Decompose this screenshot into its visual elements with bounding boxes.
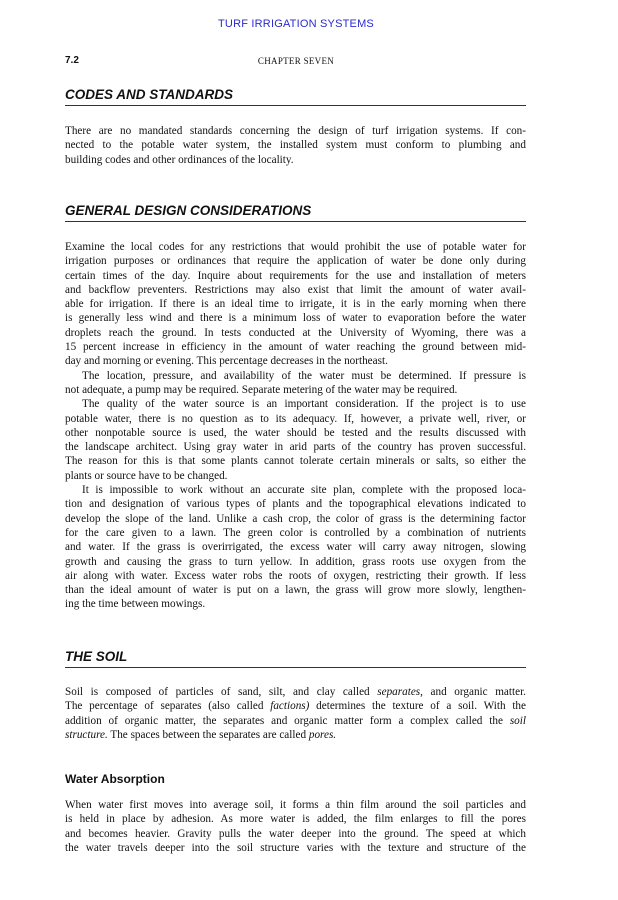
text-line: It is impossible to work without an accurate site plan, complete with the proposed loca- <box>82 484 526 497</box>
paragraph-soil <box>65 685 526 742</box>
text-line: growth and causing the grass to turn yellow. In addition, grass roots use oxygen from the <box>65 555 526 568</box>
section-heading-codes: CODES AND STANDARDS <box>65 87 526 106</box>
text-run: Soil is composed of particles of sand, silt, and clay called <box>65 686 378 698</box>
text-line: for the care given to a lawn. The green color is controlled by a combination of nutrients <box>65 526 526 539</box>
text-line: not adequate, a pump may be required. Separate metering of the water may be required. <box>65 383 458 396</box>
text-run: The spaces between the separates are called <box>107 728 309 741</box>
text-line: droplets reach the ground. In tests conducted at the University of Wyoming, there was a <box>65 326 526 339</box>
text-line <box>65 685 526 699</box>
text-line: nected to the potable water system, the installed system must conform to plumbing and <box>65 139 526 152</box>
text-run: The percentage of separates (also called <box>65 700 271 713</box>
text-line: the water travels deeper into the soil structure varies with the texture and structure of the <box>65 841 526 854</box>
text-line: There are no mandated standards concerning the design of turf irrigation systems. If con- <box>65 125 526 137</box>
italic-term: pores. <box>308 728 337 741</box>
paragraph-general <box>65 240 526 612</box>
page-number: 7.2 <box>65 55 79 66</box>
section-heading-general: GENERAL DESIGN CONSIDERATIONS <box>65 203 526 222</box>
text-line <box>65 714 526 728</box>
text-line <box>65 699 526 713</box>
text-line: Examine the local codes for any restrictions that would prohibit the use of potable water for <box>65 241 526 253</box>
italic-term: separates, <box>377 686 423 698</box>
text-run: addition of organic matter, the separates and organic matter form a complex called the <box>65 714 510 727</box>
text-line: and becomes heavier. Gravity pulls the water deeper into the ground. The speed at which <box>65 827 526 840</box>
text-line: develop the slope of the land. Unlike a cash crop, the color of grass is the determining factor <box>65 512 526 525</box>
text-line: The quality of the water source is an important consideration. If the project is to use <box>82 398 526 411</box>
text-line: irrigation purposes or ordinances that require the application of water be done only during <box>65 255 526 268</box>
text-line: is held in place by adhesion. As more water is added, the film enlarges to fill the pores <box>65 813 526 826</box>
text-line: and backflow preventers. Restrictions may also exist that limit the amount of water avail- <box>65 283 526 296</box>
text-run: and organic matter. <box>422 686 526 698</box>
text-line: 15 percent increase in efficiency in the amount of water reaching the ground between mid- <box>65 341 526 354</box>
italic-term: structure. <box>65 728 108 741</box>
text-line: able for irrigation. If there is an ideal time to irrigate, it is in the early morning when there <box>65 298 526 311</box>
text-line: tion and designation of various types of plants and the topographical elevations indicated to <box>65 498 526 511</box>
text-line: The reason for this is that some plants cannot tolerate certain minerals or salts, so either the <box>65 455 526 468</box>
text-line: and water. If the grass is overirrigated, the excess water will carry away nitrogen, slowing <box>65 541 526 554</box>
text-line: day and morning or evening. This percentage decreases in the northeast. <box>65 355 388 368</box>
text-line: plants or source have to be changed. <box>65 469 228 482</box>
text-line: than the ideal amount of water is put on a lawn, the grass will grow more slowly, lengthen- <box>65 584 526 597</box>
text-line: building codes and other ordinances of the locality. <box>65 153 294 166</box>
text-line: other nonpotable source is used, the water should be tested and the results discussed with <box>65 426 526 439</box>
text-line: The location, pressure, and availability of the water must be determined. If pressure is <box>82 369 526 382</box>
italic-term: soil <box>509 714 526 727</box>
chapter-label: CHAPTER SEVEN <box>257 56 335 66</box>
text-line: is generally less wind and there is a minimum loss of water to evaporation before the water <box>65 312 526 325</box>
running-header: TURF IRRIGATION SYSTEMS <box>218 18 374 30</box>
section-heading-soil: THE SOIL <box>65 649 526 668</box>
text-line <box>65 728 526 742</box>
text-run: determines the texture of a soil. With the <box>309 700 526 713</box>
text-line: certain times of the day. Inquire about requirements for the use and installation of meters <box>65 269 526 282</box>
italic-term: factions) <box>270 700 310 713</box>
text-line: the landscape architect. Using gray water in arid parts of the country has proven successful. <box>65 441 526 454</box>
paragraph-codes <box>65 124 526 167</box>
text-line: ing the time between mowings. <box>65 598 206 611</box>
text-line: air along with water. Excess water robs the roots of oxygen, restricting their growth. If less <box>65 569 526 582</box>
text-line: potable water, there is no question as to its adequacy. If, however, a private well, river, or <box>65 412 526 425</box>
text-line: When water first moves into average soil, it forms a thin film around the soil particles and <box>65 799 526 811</box>
paragraph-water <box>65 798 526 855</box>
subsection-heading-water: Water Absorption <box>65 772 165 786</box>
